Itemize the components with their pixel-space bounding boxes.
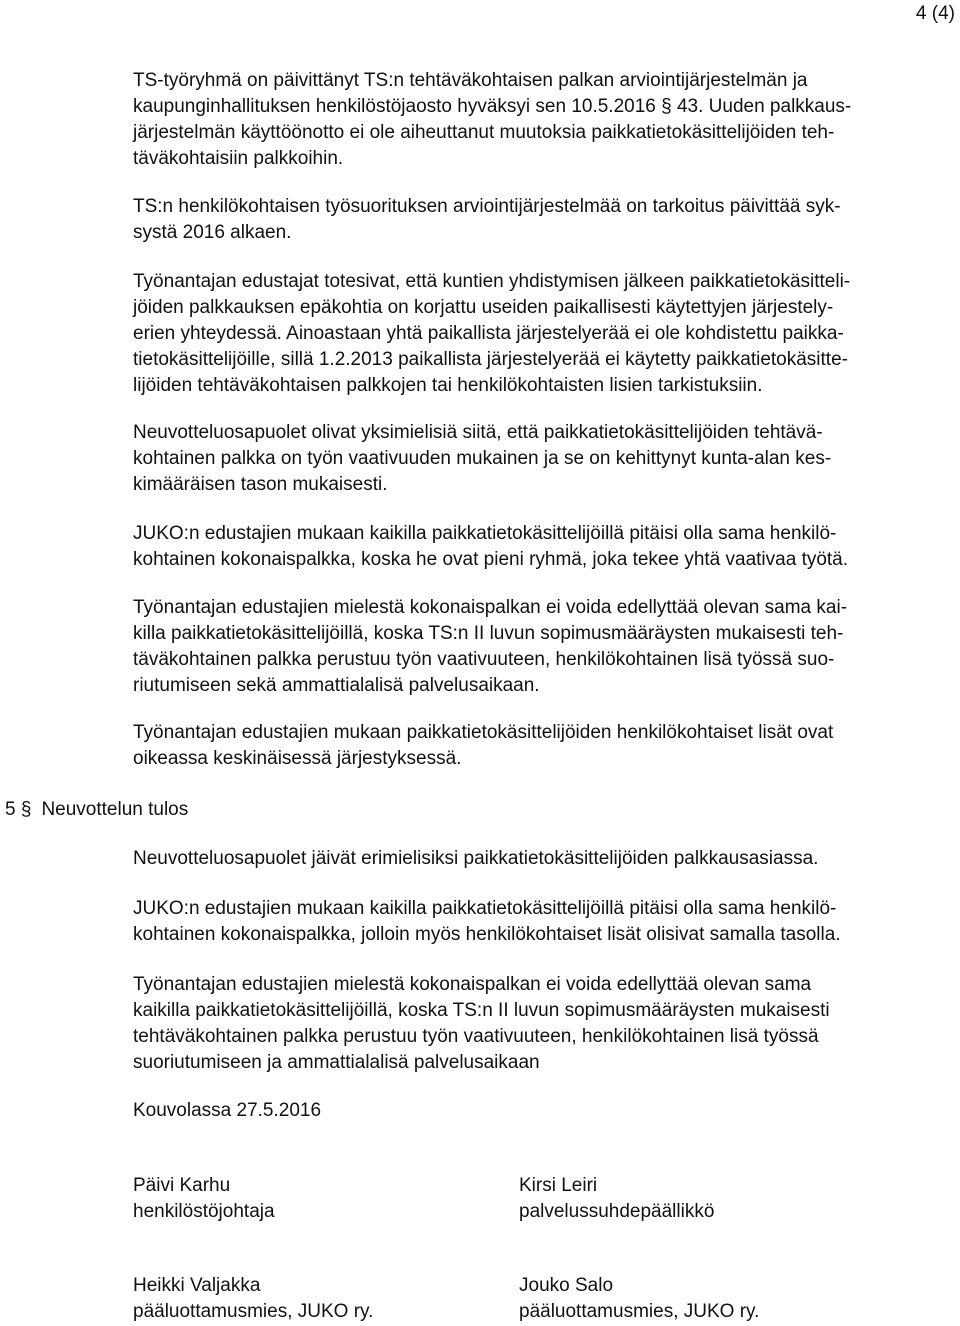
text-line: jöiden palkkauksen epäkohtia on korjattu useiden paikallisesti käytettyjen järjestely-: [133, 297, 834, 318]
signature-block: [519, 1173, 714, 1225]
paragraph-5: [133, 521, 948, 573]
text-line: systä 2016 alkaen.: [133, 222, 292, 243]
text-line: riutumiseen sekä ammattialalisä palvelusaikaan.: [133, 675, 540, 696]
signatory-title: palvelussuhdepäällikkö: [519, 1201, 715, 1222]
signature-block: [133, 1273, 373, 1325]
text-line: kaupunginhallituksen henkilöstöjaosto hyväksyi sen 10.5.2016 § 43. Uuden palkkaus-: [133, 96, 852, 117]
text-line: järjestelmän käyttöönotto ei ole aiheuttanut muutoksia paikkatietokäsittelijöiden teh-: [133, 122, 835, 143]
page-number: 4 (4): [915, 3, 955, 24]
text-line: täväkohtainen palkka perustuu työn vaativuuteen, henkilökohtainen lisä työssä suo-: [133, 649, 835, 670]
signatory-title: henkilöstöjohtaja: [133, 1201, 275, 1222]
section-heading: [5, 797, 188, 823]
signatory-name: Kirsi Leiri: [519, 1175, 598, 1196]
text-line: TS:n henkilökohtaisen työsuorituksen arviointijärjestelmää on tarkoitus päivittää syk-: [133, 196, 841, 217]
text-line: Työnantajan edustajat totesivat, että kuntien yhdistymisen jälkeen paikkatietokäsitteli-: [133, 271, 851, 292]
signatory-name: Päivi Karhu: [133, 1175, 231, 1196]
text-line: kohtainen palkka on työn vaativuuden mukainen ja se on kehittynyt kunta-alan kes-: [133, 448, 832, 469]
text-line: tietokäsittelijöille, sillä 1.2.2013 paikallista järjestelyerää ei käytetty paikkatietokäsitte-: [133, 349, 848, 370]
text-line: Neuvotteluosapuolet olivat yksimielisiä siitä, että paikkatietokäsittelijöiden tehtävä-: [133, 422, 823, 443]
text-line: Työnantajan edustajien mielestä kokonaispalkan ei voida edellyttää olevan sama: [133, 974, 812, 995]
text-line: killa paikkatietokäsittelijöillä, koska TS:n II luvun sopimusmääräysten mukaisesti teh-: [133, 623, 844, 644]
text-line: TS-työryhmä on päivittänyt TS:n tehtäväkohtaisen palkan arviointijärjestelmän ja: [133, 70, 808, 91]
text-line: Työnantajan edustajien mielestä kokonaispalkan ei voida edellyttää olevan sama kai-: [133, 597, 847, 618]
signatory-name: Heikki Valjakka: [133, 1275, 261, 1296]
text-line: kimääräisen tason mukaisesti.: [133, 474, 388, 495]
text-line: erien yhteydessä. Ainoastaan yhtä paikallista järjestelyerää ei ole kohdistettu paikka-: [133, 323, 844, 344]
signature-block: [519, 1273, 759, 1325]
paragraph-3: [133, 269, 948, 399]
result-paragraph-2: [133, 896, 948, 948]
text-line: kohtainen kokonaispalkka, jolloin myös henkilökohtaiset lisät olisivat samalla tasolla.: [133, 924, 841, 945]
text-line: Työnantajan edustajien mukaan paikkatietokäsittelijöiden henkilökohtaiset lisät ovat: [133, 722, 834, 743]
text-line: täväkohtaisiin palkkoihin.: [133, 148, 344, 169]
text-line: tehtäväkohtainen palkka perustuu työn vaativuuteen, henkilökohtainen lisä työssä: [133, 1026, 819, 1047]
text-line: JUKO:n edustajien mukaan kaikilla paikkatietokäsittelijöillä pitäisi olla sama henkilö-: [133, 898, 837, 919]
section-title: Neuvottelun tulos: [41, 799, 189, 820]
section-number: 5 §: [5, 799, 32, 820]
text-line: Neuvotteluosapuolet jäivät erimielisiksi paikkatietokäsittelijöiden palkkausasiassa.: [133, 848, 819, 869]
signatory-title: pääluottamusmies, JUKO ry.: [519, 1301, 760, 1322]
text-line: JUKO:n edustajien mukaan kaikilla paikkatietokäsittelijöillä pitäisi olla sama henkilö-: [133, 523, 837, 544]
paragraph-7: [133, 720, 948, 772]
text-line: oikeassa keskinäisessä järjestyksessä.: [133, 748, 462, 769]
paragraph-6: [133, 595, 948, 699]
signatory-title: pääluottamusmies, JUKO ry.: [133, 1301, 374, 1322]
signature-block: [133, 1173, 275, 1225]
paragraph-2: [133, 194, 948, 246]
place-date: Kouvolassa 27.5.2016: [133, 1100, 322, 1121]
paragraph-4: [133, 420, 948, 498]
paragraph-1: [133, 68, 948, 172]
signatory-name: Jouko Salo: [519, 1275, 614, 1296]
text-line: kaikilla paikkatietokäsittelijöillä, koska TS:n II luvun sopimusmääräysten mukaisesti: [133, 1000, 830, 1021]
text-line: suoriutumiseen ja ammattialalisä palvelusaikaan: [133, 1052, 540, 1073]
result-paragraph-3: [133, 972, 948, 1076]
text-line: kohtainen kokonaispalkka, koska he ovat pieni ryhmä, joka tekee yhtä vaativaa työtä.: [133, 549, 849, 570]
result-paragraph-1: [133, 846, 948, 872]
text-line: lijöiden tehtäväkohtaisen palkkojen tai henkilökohtaisten lisien tarkistuksiin.: [133, 375, 763, 396]
